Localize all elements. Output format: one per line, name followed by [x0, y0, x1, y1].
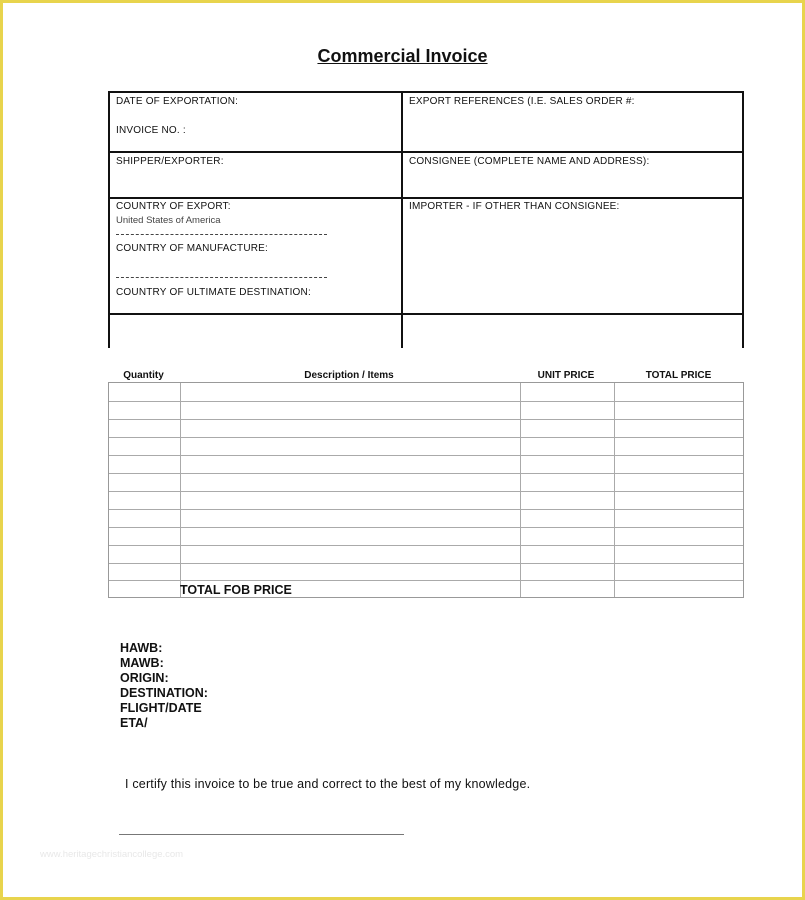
signature-line [119, 834, 404, 835]
table-row [109, 437, 743, 438]
grid-top-border [108, 91, 744, 93]
column-header-total-price: TOTAL PRICE [645, 370, 712, 381]
country-of-manufacture-label: COUNTRY OF MANUFACTURE: [116, 243, 269, 254]
table-row [109, 580, 743, 581]
grid-row-divider-2 [108, 197, 744, 199]
dashed-separator [116, 277, 327, 278]
invoice-header-grid [108, 91, 744, 348]
dashed-separator [116, 234, 327, 235]
country-of-export-label: COUNTRY OF EXPORT: [116, 201, 231, 212]
shipping-details [120, 641, 208, 731]
grid-left-border [108, 91, 110, 348]
country-of-export-value: United States of America [116, 215, 221, 226]
page-title: Commercial Invoice [317, 46, 488, 66]
country-of-ultimate-destination-label: COUNTRY OF ULTIMATE DESTINATION: [116, 287, 311, 298]
grid-row-divider-3 [108, 313, 744, 315]
hawb-label: HAWB: [120, 641, 163, 655]
date-of-exportation-label: DATE OF EXPORTATION: [116, 96, 239, 107]
certification-statement: I certify this invoice to be true and correct to the best of my knowledge. [125, 777, 531, 791]
shipper-exporter-label: SHIPPER/EXPORTER: [116, 156, 224, 167]
column-divider [520, 383, 521, 597]
grid-right-border [742, 91, 744, 348]
invoice-no-label: INVOICE NO. : [116, 125, 186, 136]
table-row [109, 455, 743, 456]
table-row [109, 509, 743, 510]
mawb-label: MAWB: [120, 656, 164, 670]
grid-row-divider-1 [108, 151, 744, 153]
table-row [109, 401, 743, 402]
table-row [109, 545, 743, 546]
flight-date-label: FLIGHT/DATE [120, 701, 202, 715]
eta-label: ETA/ [120, 716, 148, 730]
column-header-quantity: Quantity [123, 370, 164, 381]
table-row [109, 563, 743, 564]
column-divider [180, 383, 181, 597]
table-row [109, 491, 743, 492]
table-row [109, 419, 743, 420]
export-references-label: EXPORT REFERENCES (I.E. SALES ORDER #: [409, 96, 635, 107]
watermark: www.heritagechristiancollege.com [40, 849, 184, 860]
destination-label: DESTINATION: [120, 686, 208, 700]
total-fob-price-label: TOTAL FOB PRICE [180, 583, 292, 597]
importer-label: IMPORTER - IF OTHER THAN CONSIGNEE: [409, 201, 620, 212]
origin-label: ORIGIN: [120, 671, 169, 685]
grid-center-divider [401, 91, 403, 348]
column-divider [614, 383, 615, 597]
column-header-unit-price: UNIT PRICE [537, 370, 595, 381]
table-row [109, 473, 743, 474]
consignee-label: CONSIGNEE (COMPLETE NAME AND ADDRESS): [409, 156, 650, 167]
column-header-description: Description / Items [304, 370, 394, 381]
table-row [109, 527, 743, 528]
items-grid [108, 382, 744, 598]
